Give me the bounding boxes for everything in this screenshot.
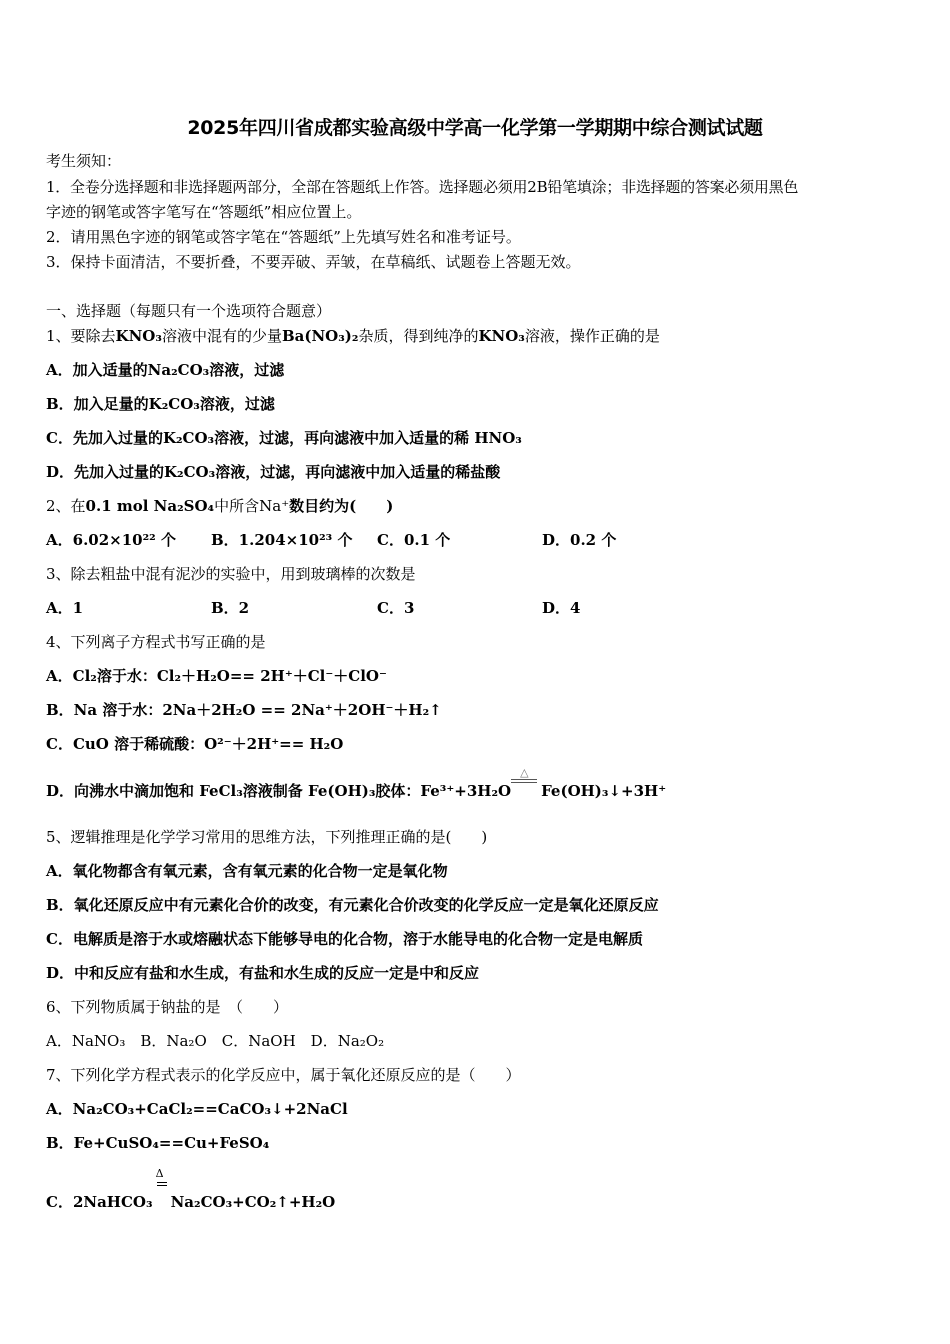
notice-item-1: 1．全卷分选择题和非选择题两部分，全部在答题纸上作答。选择题必须用2B铅笔填涂；非选择题的答案必须用黑色 xyxy=(46,178,799,196)
page-title: 2025年四川省成都实验高级中学高一化学第一学期期中综合测试试题 xyxy=(187,117,763,139)
notice-item-2: 2．请用黑色字迹的钢笔或答字笔在“答题纸”上先填写姓名和准考证号。 xyxy=(46,228,521,246)
q3-option-b: B．2 xyxy=(211,599,250,617)
heat-arrow-icon: △ xyxy=(511,781,541,801)
q5-option-d: D．中和反应有盐和水生成，有盐和水生成的反应一定是中和反应 xyxy=(46,964,480,982)
q3-option-c: C．3 xyxy=(377,599,415,617)
q2-stem: 2、在0.1 mol Na₂SO₄中所含Na⁺数目约为( ) xyxy=(46,497,394,515)
q1-stem: 1、要除去KNO₃溶液中混有的少量Ba(NO₃)₂杂质，得到纯净的KNO₃溶液，操作正确的是 xyxy=(46,327,660,345)
section-heading: 一、选择题（每题只有一个选项符合题意） xyxy=(46,302,332,320)
q5-option-a: A．氧化物都含有氧元素，含有氧元素的化合物一定是氧化物 xyxy=(46,862,448,880)
q2-option-d: D．0.2 个 xyxy=(542,531,617,549)
q7-option-c: C．2NaHCO₃ Δ Na₂CO₃+CO₂↑+H₂O xyxy=(46,1167,336,1211)
q7-option-a: A．Na₂CO₃+CaCl₂==CaCO₃↓+2NaCl xyxy=(46,1100,348,1118)
q4-option-a: A．Cl₂溶于水：Cl₂＋H₂O== 2H⁺＋Cl⁻＋ClO⁻ xyxy=(46,667,387,685)
heat-arrow-icon: Δ xyxy=(153,1192,171,1212)
q7-option-b: B．Fe+CuSO₄==Cu+FeSO₄ xyxy=(46,1134,270,1152)
q1-option-b: B．加入足量的K₂CO₃溶液，过滤 xyxy=(46,395,275,413)
q2-option-b: B．1.204×10²³ 个 xyxy=(211,531,353,549)
q7-stem: 7、下列化学方程式表示的化学反应中，属于氧化还原反应的是（ ） xyxy=(46,1066,521,1084)
q4-option-b: B．Na 溶于水：2Na＋2H₂O == 2Na⁺＋2OH⁻＋H₂↑ xyxy=(46,701,442,719)
q5-stem: 5、逻辑推理是化学学习常用的思维方法，下列推理正确的是( ) xyxy=(46,828,488,846)
q1-option-d: D．先加入过量的K₂CO₃溶液，过滤，再向滤液中加入适量的稀盐酸 xyxy=(46,463,501,481)
q4-stem: 4、下列离子方程式书写正确的是 xyxy=(46,633,266,651)
q2-option-c: C．0.1 个 xyxy=(377,531,451,549)
q2-option-a: A．6.02×10²² 个 xyxy=(46,531,176,549)
q5-option-c: C．电解质是溶于水或熔融状态下能够导电的化合物，溶于水能导电的化合物一定是电解质 xyxy=(46,930,643,948)
notice-item-1-cont: 字迹的钢笔或答字笔写在“答题纸”相应位置上。 xyxy=(46,203,362,221)
q1-option-a: A．加入适量的Na₂CO₃溶液，过滤 xyxy=(46,361,285,379)
q6-options: A．NaNO₃ B．Na₂O C．NaOH D．Na₂O₂ xyxy=(46,1032,385,1050)
q6-stem: 6、下列物质属于钠盐的是 （ ） xyxy=(46,998,289,1016)
q4-option-c: C．CuO 溶于稀硫酸：O²⁻＋2H⁺== H₂O xyxy=(46,735,344,753)
q3-stem: 3、除去粗盐中混有泥沙的实验中，用到玻璃棒的次数是 xyxy=(46,565,416,583)
q1-option-c: C．先加入过量的K₂CO₃溶液，过滤，再向滤液中加入适量的稀 HNO₃ xyxy=(46,429,522,447)
q5-option-b: B．氧化还原反应中有元素化合价的改变，有元素化合价改变的化学反应一定是氧化还原反应 xyxy=(46,896,659,914)
q3-option-a: A．1 xyxy=(46,599,84,617)
q4-option-d: D．向沸水中滴加饱和 FeCl₃溶液制备 Fe(OH)₃胶体：Fe³⁺+3H₂O △ Fe(OH)₃↓+3H⁺ xyxy=(46,766,667,800)
notice-heading: 考生须知： xyxy=(46,152,122,170)
q3-option-d: D．4 xyxy=(542,599,581,617)
notice-item-3: 3．保持卡面清洁，不要折叠，不要弄破、弄皱，在草稿纸、试题卷上答题无效。 xyxy=(46,253,581,271)
